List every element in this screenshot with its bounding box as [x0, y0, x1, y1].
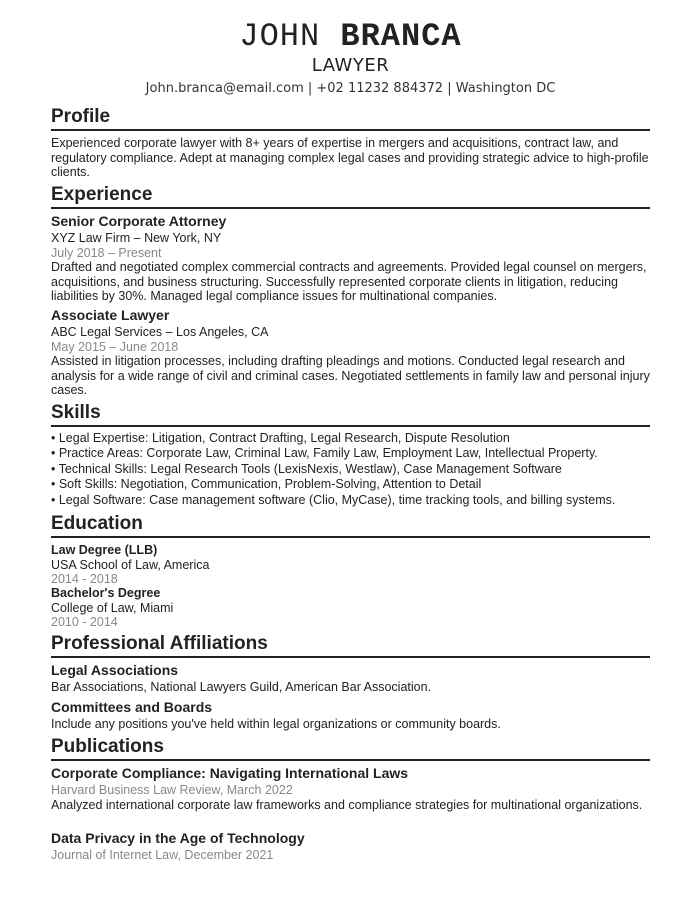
- school: College of Law, Miami: [51, 600, 174, 615]
- degree: Law Degree (LLB): [51, 543, 158, 557]
- publication-source: Harvard Business Law Review, March 2022: [51, 783, 293, 797]
- publication-source: Journal of Internet Law, December 2021: [51, 848, 274, 862]
- publication-title: Data Privacy in the Age of Technology: [51, 830, 305, 846]
- education-entry: [51, 586, 650, 630]
- experience-heading: Experience: [51, 184, 650, 209]
- education-entry: [51, 543, 650, 587]
- job-entry: [51, 306, 650, 398]
- skills-heading: Skills: [51, 402, 650, 427]
- skill-item: • Soft Skills: Negotiation, Communication, Problem-Solving, Attention to Detail: [51, 477, 482, 492]
- publication-description: Analyzed international corporate law frameworks and compliance strategies for multinational organizations.: [51, 797, 643, 812]
- job-entry: [51, 212, 650, 304]
- affiliation-text: Bar Associations, National Lawyers Guild, American Bar Association.: [51, 680, 432, 694]
- years: 2010 - 2014: [51, 615, 118, 629]
- profile-heading: Profile: [51, 106, 650, 131]
- affiliation-text: Include any positions you've held within legal organizations or community boards.: [51, 717, 501, 731]
- job-role: Senior Corporate Attorney: [51, 213, 227, 229]
- affiliation-group: [51, 698, 650, 732]
- publication-entry: [51, 829, 650, 863]
- publication-entry: [51, 764, 650, 812]
- school: USA School of Law, America: [51, 557, 210, 572]
- years: 2014 - 2018: [51, 572, 118, 586]
- publication-title: Corporate Compliance: Navigating International Laws: [51, 765, 409, 781]
- affiliations-heading: Professional Affiliations: [51, 633, 650, 658]
- affiliation-title: Committees and Boards: [51, 699, 213, 715]
- skills-list: [51, 431, 650, 508]
- first-name: JOHN: [239, 18, 321, 55]
- skill-item: • Practice Areas: Corporate Law, Criminal Law, Family Law, Employment Law, Intellectual Property.: [51, 446, 598, 461]
- job-description: Assisted in litigation processes, including drafting pleadings and motions. Conducted legal research and analysis for a wide range of civil and criminal cases. Negotiated settlements in family law and personal injury cases.: [51, 354, 650, 397]
- degree: Bachelor's Degree: [51, 586, 161, 600]
- publications-heading: Publications: [51, 736, 650, 761]
- skill-item: • Technical Skills: Legal Research Tools (LexisNexis, Westlaw), Case Management Software: [51, 461, 562, 476]
- job-title: LAWYER: [311, 55, 390, 76]
- skill-item: • Legal Expertise: Litigation, Contract Drafting, Legal Research, Dispute Resolution: [51, 431, 510, 445]
- affiliation-group: [51, 661, 650, 695]
- job-org: XYZ Law Firm – New York, NY: [51, 231, 222, 245]
- job-description: Drafted and negotiated complex commercial contracts and agreements. Provided legal counsel on mergers, acquisitions, and business structuring. Successfully represented corporate clients in litigation, reducing liabilities by 30%. Managed legal compliance issues for multinational companies.: [51, 260, 647, 303]
- job-dates: May 2015 – June 2018: [51, 339, 179, 354]
- education-heading: Education: [51, 513, 650, 538]
- contact-line: John.branca@email.com | +02 11232 884372 | Washington DC: [145, 81, 556, 96]
- skill-item: • Legal Software: Case management software (Clio, MyCase), time tracking tools, and billing systems.: [51, 492, 616, 507]
- job-dates: July 2018 – Present: [51, 245, 162, 260]
- job-org: ABC Legal Services – Los Angeles, CA: [51, 325, 269, 339]
- job-role: Associate Lawyer: [51, 307, 170, 323]
- candidate-name: [51, 18, 650, 55]
- profile-text: Experienced corporate lawyer with 8+ years of expertise in mergers and acquisitions, contract law, and regulatory compliance. Adept at managing complex legal cases and providing strategic advice to high-profile clients.: [51, 136, 649, 179]
- affiliation-title: Legal Associations: [51, 662, 179, 678]
- last-name: BRANCA: [340, 18, 462, 55]
